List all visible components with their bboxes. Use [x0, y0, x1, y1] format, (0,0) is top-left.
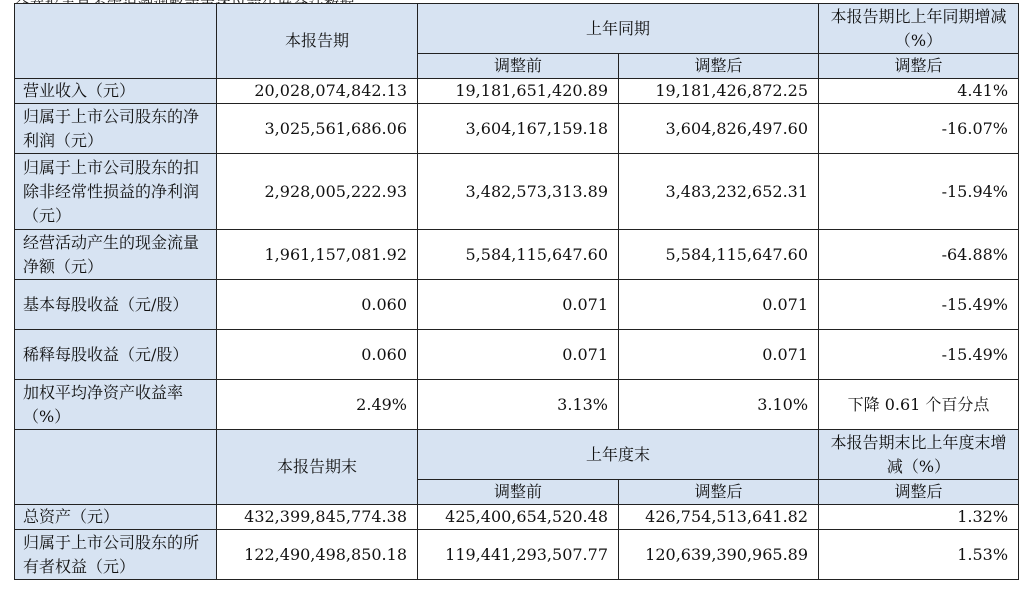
table-row — [15, 530, 1019, 580]
cell-before: 3,482,573,313.89 — [418, 154, 619, 230]
table-row — [15, 380, 1019, 430]
header-change-year-end: 本报告期末比上年度末增减（%） — [819, 430, 1019, 480]
cell-before: 425,400,654,520.48 — [418, 505, 619, 530]
row-label: 总资产（元） — [15, 505, 217, 530]
header-prior-period: 上年同期 — [418, 4, 819, 54]
cell-change: 1.53% — [819, 530, 1019, 580]
header-blank-cell — [15, 4, 217, 79]
cell-current: 1,961,157,081.92 — [217, 230, 418, 280]
cell-change: -16.07% — [819, 104, 1019, 154]
cell-current: 2.49% — [217, 380, 418, 430]
cell-current: 3,025,561,686.06 — [217, 104, 418, 154]
row-label: 归属于上市公司股东的净利润（元） — [15, 104, 217, 154]
cell-change: -15.49% — [819, 330, 1019, 380]
header-change: 本报告期比上年同期增减（%） — [819, 4, 1019, 54]
cell-before: 119,441,293,507.77 — [418, 530, 619, 580]
row-label: 稀释每股收益（元/股） — [15, 330, 217, 380]
cell-after: 426,754,513,641.82 — [619, 505, 819, 530]
cell-after: 120,639,390,965.89 — [619, 530, 819, 580]
header-before-adjustment: 调整前 — [418, 480, 619, 505]
row-label: 基本每股收益（元/股） — [15, 280, 217, 330]
cell-change: 1.32% — [819, 505, 1019, 530]
cell-current: 2,928,005,222.93 — [217, 154, 418, 230]
cell-before: 19,181,651,420.89 — [418, 79, 619, 104]
cell-current: 20,028,074,842.13 — [217, 79, 418, 104]
header-after-adjustment: 调整后 — [619, 480, 819, 505]
cell-before: 5,584,115,647.60 — [418, 230, 619, 280]
cell-current: 0.060 — [217, 330, 418, 380]
cell-before: 0.071 — [418, 280, 619, 330]
table-row — [15, 330, 1019, 380]
header-before-adjustment: 调整前 — [418, 54, 619, 79]
table-row — [15, 230, 1019, 280]
header-blank-cell — [15, 430, 217, 505]
cell-before: 0.071 — [418, 330, 619, 380]
table-row — [15, 280, 1019, 330]
cell-current: 0.060 — [217, 280, 418, 330]
cell-change: -15.49% — [819, 280, 1019, 330]
header-current-period: 本报告期 — [217, 4, 418, 79]
cell-change: 4.41% — [819, 79, 1019, 104]
row-label: 经营活动产生的现金流量净额（元） — [15, 230, 217, 280]
header-current-period-end: 本报告期末 — [217, 430, 418, 505]
cell-before: 3,604,167,159.18 — [418, 104, 619, 154]
table-row — [15, 79, 1019, 104]
header-change-after: 调整后 — [819, 480, 1019, 505]
cell-change: 下降 0.61 个百分点 — [819, 380, 1019, 430]
cell-change: -15.94% — [819, 154, 1019, 230]
table-row — [15, 505, 1019, 530]
table-row — [15, 154, 1019, 230]
cell-before: 3.13% — [418, 380, 619, 430]
table-row — [15, 104, 1019, 154]
cell-after: 3.10% — [619, 380, 819, 430]
row-label: 归属于上市公司股东的所有者权益（元） — [15, 530, 217, 580]
cell-after: 3,483,232,652.31 — [619, 154, 819, 230]
cell-after: 19,181,426,872.25 — [619, 79, 819, 104]
row-label: 加权平均净资产收益率（%） — [15, 380, 217, 430]
cell-current: 432,399,845,774.38 — [217, 505, 418, 530]
cell-after: 0.071 — [619, 280, 819, 330]
header-change-after: 调整后 — [819, 54, 1019, 79]
cell-after: 5,584,115,647.60 — [619, 230, 819, 280]
header-prior-year-end: 上年度末 — [418, 430, 819, 480]
cell-after: 0.071 — [619, 330, 819, 380]
financial-data-table — [14, 3, 1019, 580]
header-after-adjustment: 调整后 — [619, 54, 819, 79]
cell-change: -64.88% — [819, 230, 1019, 280]
cell-after: 3,604,826,497.60 — [619, 104, 819, 154]
row-label: 归属于上市公司股东的扣除非经常性损益的净利润（元） — [15, 154, 217, 230]
row-label: 营业收入（元） — [15, 79, 217, 104]
cell-current: 122,490,498,850.18 — [217, 530, 418, 580]
